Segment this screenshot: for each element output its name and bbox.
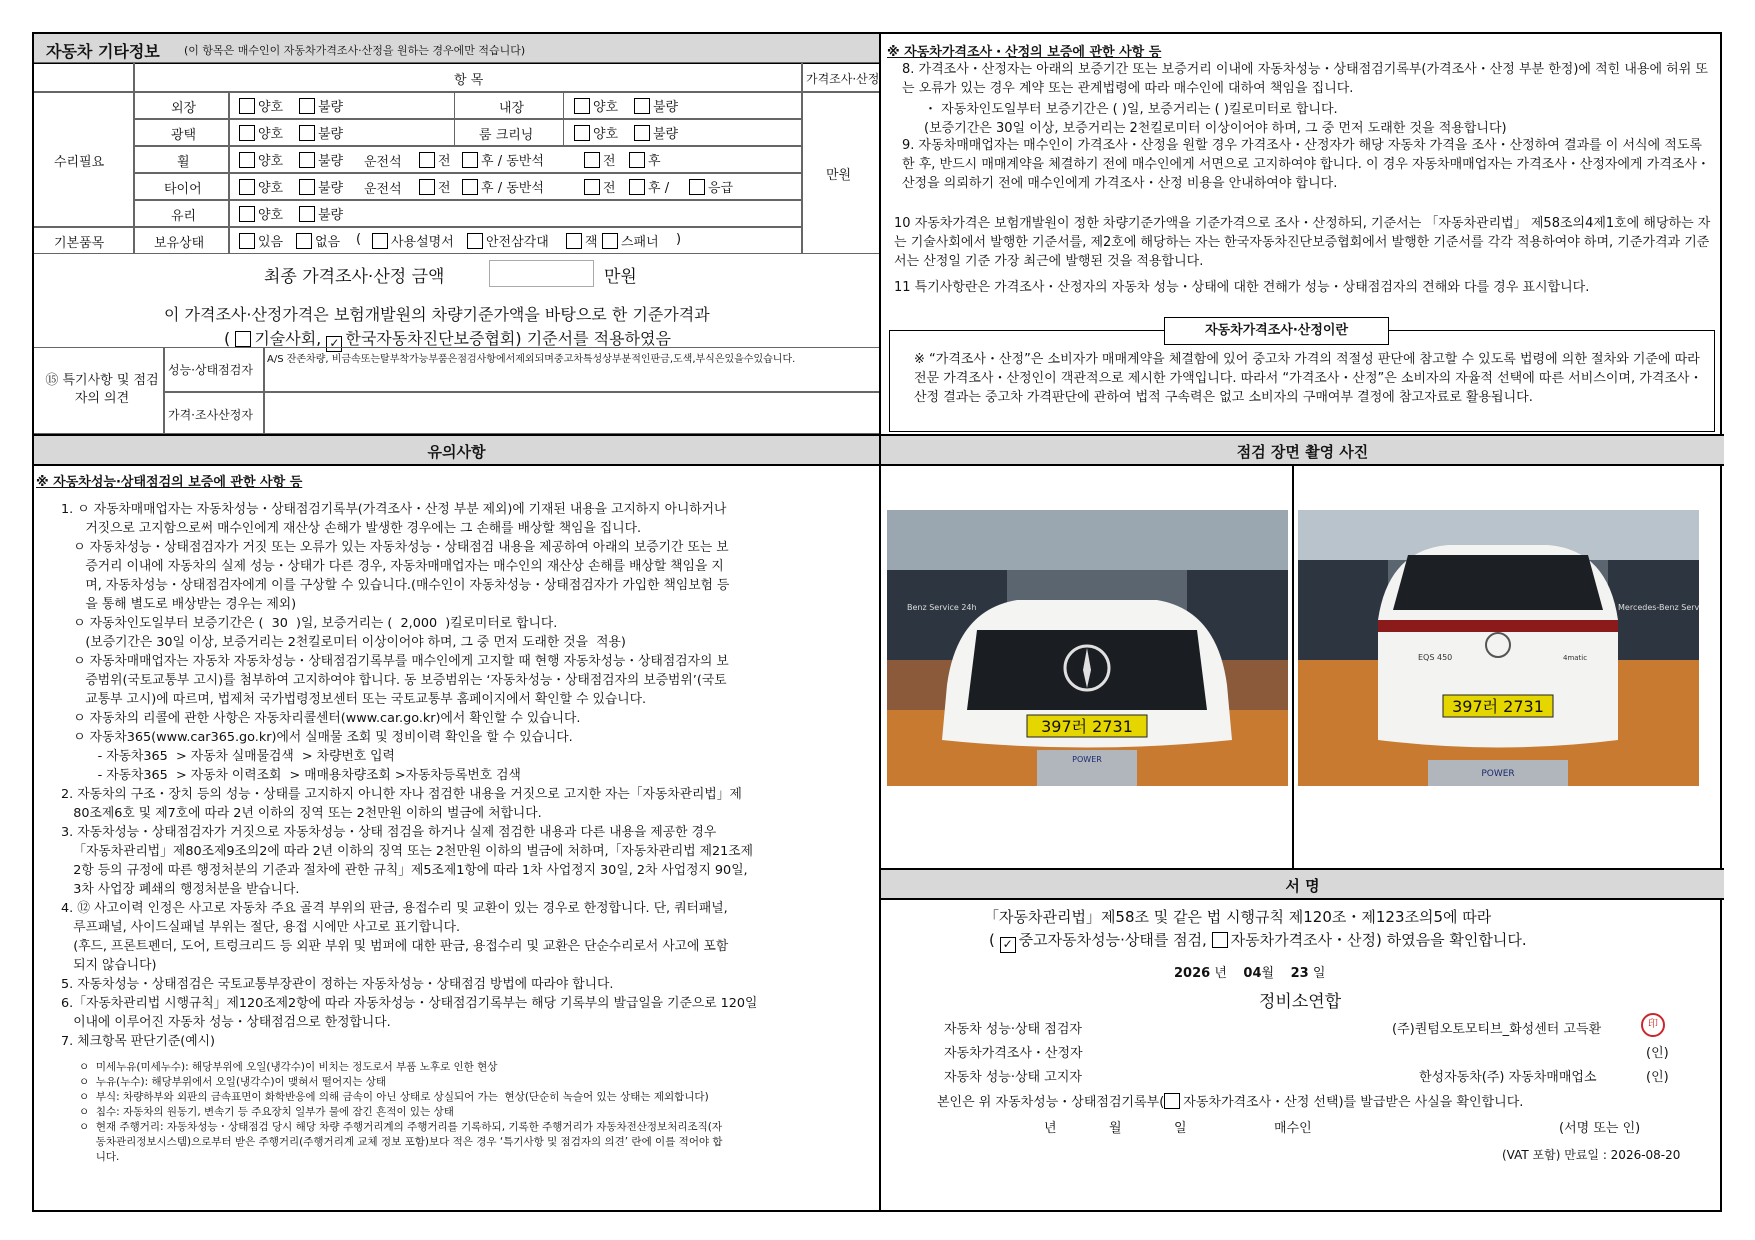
item-9: 9. 자동차매매업자는 매수인이 가격조사・산정을 원할 경우 가격조사・산정자가 해당 자동차 가격을 조사・산정하여 결과를 이 서식에 적도록 한 후, 반드시 매매계약을 체결하기 전에 매수인에게 서면으로 고지하여야 합니다. 이 경우 자동차매매업자는 가격조사・산정자에게 가격조사・산정을 의뢰하기 전에 매수인에게 가격조사・산정 비용을 안내하여야 합니다. <box>902 138 1710 191</box>
checkbox-icon <box>299 98 315 114</box>
kada-checkbox[interactable]: ✓ <box>326 336 342 352</box>
note-line: 4. ⑫ 사고이력 인정은 사고로 자동차 주요 골격 부위의 판금, 용접수리 및 교환이 있는 경우로 한정합니다. 단, 쿼터패널, <box>61 901 728 916</box>
checkbox-icon <box>629 152 645 168</box>
checkbox-icon <box>419 179 435 195</box>
price-definition-text: ※ “가격조사・산정”은 소비자가 매매계약을 체결함에 있어 중고차 가격의 적절성 판단에 참고할 수 있도록 법령에 의한 절차와 기준에 따라 전문 가격조사・산정인이 객관적으로 제시한 가액입니다. 따라서 “가격조사・산정”은 소비자의 자율적 선택에 따른 서비스이며, 가격조사・산정 결과는 중고차 가격판단에 관하여 법적 구속력은 없고 소비자의 구매여부 결정에 참고자료로 활용됩니다. <box>914 352 1703 405</box>
col-price-header: 가격조사·산정 <box>806 72 880 86</box>
tire-rear-passenger-option[interactable]: 후 / 동반석 <box>462 177 544 196</box>
checkbox-icon <box>574 125 590 141</box>
wheel-passenger-front-option[interactable]: 전 <box>584 150 616 169</box>
criteria-line: ㅇ 누유(누수): 해당부위에서 오일(냉각수)이 맺혀서 떨어지는 상태 <box>79 1076 387 1088</box>
criteria-line: ㅇ 부식: 차량하부와 외판의 금속표면이 화학반응에 의해 금속이 아닌 상태로 상실되어 가는 현상(단순히 녹슬어 있는 상태는 제외합니다) <box>79 1091 709 1103</box>
remarks-inspector-text: A/S 잔존차량, 비금속또는탈부착가능부품은점검사항에서제외되며중고차특성상부분적인판금,도색,부식은있을수있습니다. <box>267 354 796 365</box>
checkbox-icon <box>299 152 315 168</box>
expiry-date: (VAT 포함) 만료일 : 2026-08-20 <box>1502 1148 1681 1162</box>
criteria-line: 동차관리정보시스템)으로부터 받은 주행거리(주행거리계 교체 정보 포함)보다 적은 경우 ‘특기사항 및 점검자의 의견’ 란에 이를 적어야 합 <box>79 1136 723 1148</box>
row-label-holding: 보유상태 <box>154 236 205 251</box>
wheel-passenger-rear-option[interactable]: 후 <box>629 150 661 169</box>
criteria-line: ㅇ 현재 주행거리: 자동차성능・상태점검 당시 해당 차량 주행거리계의 주행거리를 기록하되, 기록한 주행거리가 자동차전산정보처리조직(자 <box>79 1121 723 1133</box>
row-label-room-cleaning: 룸 크리닝 <box>479 128 534 143</box>
item-8-sub-2: (보증기간은 30일 이상, 보증거리는 2천킬로미터 이상이어야 하며, 그 중 먼저 도래한 것을 적용합니다) <box>924 121 1507 136</box>
inspector-label: 자동차 성능·상태 점검자 <box>944 1022 1082 1037</box>
checkbox-icon <box>634 125 650 141</box>
wheel-driver-label: 운전석 <box>364 155 402 170</box>
row-label-gloss: 광택 <box>171 128 197 143</box>
note-line: 80조제6호 및 제7호에 따라 2년 이하의 징역 또는 2천만원 이하의 벌금에 처합니다. <box>61 806 542 821</box>
row-label-interior: 내장 <box>499 101 525 116</box>
note-line: ㅇ 자동차365(www.car365.go.kr)에서 실매물 조회 및 정비이력 확인을 할 수 있습니다. <box>61 730 573 745</box>
rear-plate: 397러 2731 <box>1452 697 1544 716</box>
group-basic: 기본품목 <box>54 236 105 251</box>
tire-front-option[interactable]: 전 <box>419 177 451 196</box>
price-guarantee-title: ※ 자동차가격조사・산정의 보증에 관한 사항 등 <box>887 45 1162 60</box>
holding-paren-close: ) <box>676 232 682 247</box>
row-label-exterior: 외장 <box>171 101 197 116</box>
note-line: (후드, 프론트펜더, 도어, 트렁크리드 등 외판 부위 및 범퍼에 대한 판금, 용접수리 및 교환은 단순수리로서 사고에 포함 <box>61 939 729 954</box>
checkbox-icon <box>296 233 312 249</box>
checkbox-icon <box>239 206 255 222</box>
law-line: 「자동차관리법」제58조 및 같은 법 시행규칙 제120조・제123조의5에 따라 <box>984 908 1492 926</box>
final-price-label: 최종 가격조사·산정 금액 <box>264 267 445 287</box>
row-label-tire: 타이어 <box>164 182 202 197</box>
item-8: 8. 가격조사・산정자는 아래의 보증기간 또는 보증거리 이내에 자동차성능・상태점검기록부(가격조사・산정 부분 한정)에 적힌 내용에 허위 또는 오류가 있는 경우 계약 또는 관계법령에 따라 매수인에 대하여 책임을 집니다. <box>902 62 1708 96</box>
checkbox-icon <box>299 179 315 195</box>
note-line: 2항 등의 규정에 따른 행정처분의 기준과 절차에 관한 규칙」제5조제1항에 따라 1차 사업정지 30일, 2차 사업정지 90일, <box>61 863 748 878</box>
note-line: 증거리 이내에 자동차의 실제 성능・상태가 다른 경우, 자동차매매업자는 매수인의 재산상 손해를 배상할 책임을 지 <box>61 559 724 574</box>
cleaning-good-option[interactable]: 양호 <box>574 123 618 142</box>
col-item-header: 항 목 <box>454 73 484 88</box>
checkbox-icon <box>467 233 483 249</box>
receipt-price-checkbox[interactable] <box>1164 1093 1180 1109</box>
notes-header: 유의사항 <box>427 443 486 461</box>
note-line: - 자동차365 > 자동차 실매물검색 > 차량번호 입력 <box>61 749 395 764</box>
glass-bad-option[interactable]: 불량 <box>299 204 343 223</box>
rear-inspection-photo <box>1298 510 1699 786</box>
checkbox-icon <box>574 98 590 114</box>
rear-badge-2: 4matic <box>1563 654 1588 662</box>
note-line: 되지 않습니다) <box>61 958 157 973</box>
checkbox-icon <box>462 152 478 168</box>
remarks-label: ⑮ 특기사항 및 점검자의 의견 <box>45 373 159 406</box>
wheel-bad-option[interactable]: 불량 <box>299 150 343 169</box>
holding-triangle-option[interactable]: 안전삼각대 <box>467 231 549 250</box>
signature-header: 서 명 <box>1285 877 1320 895</box>
note-line: 거짓으로 고지함으로써 매수인에게 재산상 손해가 발생한 경우에는 그 손해를 배상할 책임을 집니다. <box>61 521 642 536</box>
note-line: (보증기간은 30일 이상, 보증거리는 2천킬로미터 이상이어야 하며, 그 중 먼저 도래한 것을 적용) <box>61 635 626 650</box>
wheel-front-option[interactable]: 전 <box>419 150 451 169</box>
item-8-sub-1: ・ 자동차인도일부터 보증기간은 ( )일, 보증거리는 ( )킬로미터로 합니다. <box>924 102 1338 117</box>
pricer-seal: (인) <box>1646 1046 1669 1061</box>
checkbox-icon <box>299 125 315 141</box>
front-sign-label: Benz Service 24h <box>907 603 977 612</box>
row-label-wheel: 휠 <box>177 155 190 170</box>
inspection-record-page <box>32 32 1722 1212</box>
note-line: 1. ㅇ 자동차매매업자는 자동차성능・상태점검기록부(가격조사・산정 부분 제외)에 기재된 내용을 고지하지 아니하거나 <box>61 502 727 517</box>
tire-driver-label: 운전석 <box>364 182 402 197</box>
checkbox-icon <box>239 179 255 195</box>
note-line: 3. 자동차성능・상태점검자가 거짓으로 자동차성능・상태 점검을 하거나 실제 점검한 내용과 다른 내용을 제공한 경우 <box>61 825 717 840</box>
tire-passenger-rear-option[interactable]: 후 / <box>629 177 669 196</box>
checkbox-icon <box>629 179 645 195</box>
criteria-line: ㅇ 미세누유(미세누수): 해당부위에 오일(냉각수)이 비치는 정도로서 부품 노후로 인한 현상 <box>79 1061 498 1073</box>
holding-paren-open: ( <box>356 232 362 247</box>
receipt-line: 본인은 위 자동차성능・상태점검기록부( 자동차가격조사・산정 선택)를 발급받은 사실을 확인합니다. <box>937 1095 1524 1110</box>
issue-date: 2026 년 04월 23 일 <box>1174 966 1326 981</box>
holding-manual-option[interactable]: 사용설명서 <box>372 231 454 250</box>
exterior-good-option[interactable]: 양호 <box>239 96 283 115</box>
note-line: 7. 체크항목 판단기준(예시) <box>61 1034 215 1049</box>
exterior-bad-option[interactable]: 불량 <box>299 96 343 115</box>
checkbox-icon <box>372 233 388 249</box>
checkbox-icon <box>239 233 255 249</box>
note-line: 3차 사업장 폐쇄의 행정처분을 받습니다. <box>61 882 300 897</box>
note-line: ㅇ 자동차의 리콜에 관한 사항은 자동차리콜센터(www.car.go.kr)에서 확인할 수 있습니다. <box>61 711 581 726</box>
checkbox-icon <box>689 179 705 195</box>
note-line: ㅇ 자동차매매업자는 자동차 자동차성능・상태점검기록부를 매수인에게 고지할 때 현행 자동차성능・상태점검자의 보 <box>61 654 729 669</box>
buyer-day: 일 <box>1174 1121 1187 1136</box>
holding-has-option[interactable]: 있음 <box>239 231 283 250</box>
checkbox-icon <box>584 152 600 168</box>
checkbox-icon <box>239 98 255 114</box>
rear-sign-label: Mercedes-Benz Serv <box>1618 603 1699 612</box>
inspector-seal-icon: 印 <box>1641 1013 1665 1037</box>
holding-none-option[interactable]: 없음 <box>296 231 340 250</box>
checkbox-icon <box>239 152 255 168</box>
used-car-inspection-checkbox[interactable]: ✓ <box>1000 937 1016 953</box>
note-line: 5. 자동차성능・상태점검은 국토교통부장관이 정하는 자동차성능・상태점검 방법에 따라야 합니다. <box>61 977 614 992</box>
buyer-year: 년 <box>1044 1121 1057 1136</box>
interior-good-option[interactable]: 양호 <box>574 96 618 115</box>
inspector-value: (주)퀀텀오토모티브_화성센터 고득환 <box>1392 1022 1602 1037</box>
glass-good-option[interactable]: 양호 <box>239 204 283 223</box>
note-line: - 자동차365 > 자동차 이력조회 > 매매용차량조회 >자동차등록번호 검색 <box>61 768 521 783</box>
wheel-good-option[interactable]: 양호 <box>239 150 283 169</box>
notes-list <box>61 500 876 1051</box>
notifier-seal: (인) <box>1646 1070 1669 1085</box>
checkbox-icon <box>584 179 600 195</box>
other-info-note: (이 항목은 매수인이 자동차가격조사·산정을 원하는 경우에만 적습니다) <box>184 44 526 57</box>
other-info-title: 자동차 기타정보 <box>46 42 160 61</box>
buyer-sign: (서명 또는 인) <box>1559 1121 1641 1136</box>
checkbox-icon <box>419 152 435 168</box>
row-label-glass: 유리 <box>171 209 197 224</box>
criteria-line: ㅇ 침수: 자동차의 원동기, 변속기 등 주요장치 일부가 물에 잠긴 흔적이 있는 상태 <box>79 1106 454 1118</box>
checkbox-icon <box>239 125 255 141</box>
item-11: 11 특기사항란은 가격조사・산정자의 자동차 성능・상태에 대한 견해가 성능・상태점검자의 견해와 다를 경우 표시합니다. <box>894 280 1590 295</box>
buyer-month: 월 <box>1109 1121 1122 1136</box>
wheel-rear-passenger-option[interactable]: 후 / 동반석 <box>462 150 544 169</box>
note-line: 이내에 이루어진 자동차 성능・상태점검으로 한정합니다. <box>61 1015 391 1030</box>
note-line: ㅇ 자동차인도일부터 보증기간은 ( 30 )일, 보증거리는 ( 2,000 )킬로미터로 합니다. <box>61 616 558 631</box>
holding-jack-option[interactable]: 잭 <box>566 231 598 250</box>
tire-passenger-front-option[interactable]: 전 <box>584 177 616 196</box>
cleaning-bad-option[interactable]: 불량 <box>634 123 678 142</box>
final-price-unit: 만원 <box>604 267 637 287</box>
note-line: ㅇ 자동차성능・상태점검자가 거짓 또는 오류가 있는 자동차성능・상태점검 내용을 제공하여 아래의 보증기간 또는 보 <box>61 540 729 555</box>
gloss-bad-option[interactable]: 불량 <box>299 123 343 142</box>
front-lift-label: POWER <box>1072 755 1102 764</box>
notes-criteria-list <box>79 1060 879 1165</box>
price-survey-checkbox[interactable] <box>1212 932 1228 948</box>
notes-title: ※ 자동차성능·상태점검의 보증에 관한 사항 등 <box>36 475 303 490</box>
notifier-label: 자동차 성능·상태 고지자 <box>944 1070 1082 1085</box>
rear-lift-label: POWER <box>1481 769 1515 779</box>
basis-line-1: 이 가격조사·산정가격은 보험개발원의 차량기준가액을 바탕으로 한 기준가격과 <box>164 305 710 324</box>
checkbox-icon <box>299 206 315 222</box>
front-plate: 397러 2731 <box>1041 717 1133 736</box>
organization: 정비소연합 <box>1259 992 1342 1012</box>
checkbox-icon <box>602 233 618 249</box>
tire-bad-option[interactable]: 불량 <box>299 177 343 196</box>
remarks-inspector-label: 성능·상태점검자 <box>168 363 253 377</box>
note-line: 을 통해 별도로 배상받는 경우는 제외) <box>61 597 297 612</box>
checkbox-icon <box>634 98 650 114</box>
final-price-input[interactable] <box>489 260 594 287</box>
front-inspection-photo <box>887 510 1288 786</box>
checkbox-icon <box>462 179 478 195</box>
tech-society-checkbox[interactable] <box>235 331 251 347</box>
pricer-label: 자동차가격조사・산정자 <box>944 1046 1083 1061</box>
confirm-line: ( ✓ 중고자동차성능·상태를 점검, 자동차가격조사・산정) 하였음을 확인합니다. <box>989 931 1527 951</box>
rear-badge: EQS 450 <box>1418 653 1453 662</box>
note-line: 「자동차관리법」제80조제9조의2에 따라 2년 이하의 징역 또는 2천만원 이하의 벌금에 처하며,「자동차관리법 제21조제 <box>61 844 754 859</box>
interior-bad-option[interactable]: 불량 <box>634 96 678 115</box>
gloss-good-option[interactable]: 양호 <box>239 123 283 142</box>
criteria-line: 니다. <box>79 1151 120 1163</box>
notifier-value: 한성자동차(주) 자동차매매업소 <box>1419 1070 1597 1085</box>
note-line: 루프패널, 사이드실패널 부위는 절단, 용접 시에만 사고로 표기합니다. <box>61 920 461 935</box>
basis-line-2: ( 기술사회, ✓ 한국자동차진단보증협회) 기준서를 적용하였음 <box>224 329 671 350</box>
note-line: 증범위(국토교통부 고시)를 첨부하여 고지하여야 합니다. 동 보증범위는 ‘자동차성능・상태점검자의 보증범위’(국토 <box>61 673 727 688</box>
group-repair: 수리필요 <box>54 155 105 170</box>
item-10: 10 자동차가격은 보험개발원이 정한 차량기준가액을 기준가격으로 조사・산정하되, 기준서는 「자동차관리법」 제58조의4제1호에 해당하는 자는 기술사회에서 발행한 기준서를, 제2호에 해당하는 자는 한국자동차진단보증협회에서 발행한 기준서를 각각 적용하여야 하며, 기준가격과 기준서는 산정일 기준 가장 최근에 발행된 것을 적용합니다. <box>894 216 1711 269</box>
price-unit: 만원 <box>826 168 852 183</box>
photos-header: 점검 장면 촬영 사진 <box>1236 443 1369 461</box>
buyer-label: 매수인 <box>1274 1121 1312 1136</box>
note-line: 교통부 고시)에 따르며, 법제처 국가법령정보센터 또는 국토교통부 홈페이지에서 확인할 수 있습니다. <box>61 692 647 707</box>
remarks-pricer-label: 가격·조사산정자 <box>168 408 253 422</box>
note-line: 6.「자동차관리법 시행규칙」제120조제2항에 따라 자동차성능・상태점검기록부는 해당 기록부의 발급일을 기준으로 120일 <box>61 996 758 1011</box>
note-line: 며, 자동차성능・상태점검자에게 이를 구상할 수 있습니다.(매수인이 자동차성능・상태점검자가 가입한 책임보험 등 <box>61 578 730 593</box>
price-definition-title: 자동차가격조사·산정이란 <box>1164 317 1389 345</box>
tire-emergency-option[interactable]: 응급 <box>689 177 733 196</box>
holding-spanner-option[interactable]: 스패너 <box>602 231 659 250</box>
note-line: 2. 자동차의 구조・장치 등의 성능・상태를 고지하지 아니한 자나 점검한 내용을 거짓으로 고지한 자는「자동차관리법」제 <box>61 787 742 802</box>
checkbox-icon <box>566 233 582 249</box>
tire-good-option[interactable]: 양호 <box>239 177 283 196</box>
